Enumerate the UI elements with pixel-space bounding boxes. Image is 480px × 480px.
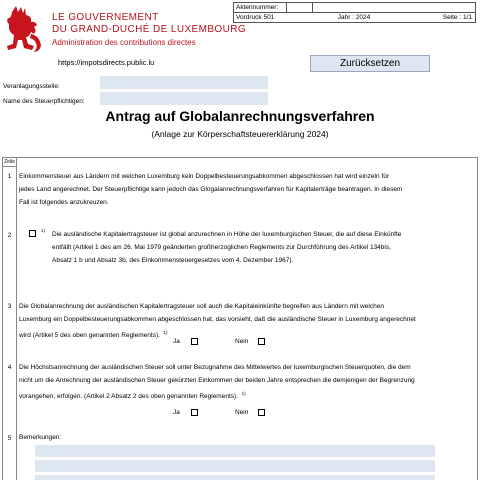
row-4-ja-checkbox[interactable] [191, 409, 198, 416]
lion-logo-icon [4, 4, 44, 56]
bemerkungen-field-3[interactable] [35, 475, 435, 480]
row-4-nein-label: Nein [235, 409, 249, 416]
row-3-line-1: Die Globalanrechnung der ausländischen Kapitalertragsteuer soll auch die Kapitaleinkünfte begreifen aus Ländern mit welchen [19, 303, 384, 310]
gov-line-2: DU GRAND-DUCHÉ DE LUXEMBOURG [52, 24, 246, 35]
zeile-column-divider [16, 157, 17, 480]
row-2-line-1: Die ausländische Kapitalertragsteuer ist global anzurechnen in Höhe der luxemburgischen Steuer, die auf diese Einkünfte [52, 231, 402, 238]
veranlagungsstelle-label: Veranlagungsstelle: [3, 83, 60, 90]
gov-line-3: Administration des contributions directes [52, 38, 196, 47]
row-3-line-2: Luxemburg ein Doppelbesteuerungsabkommen abgeschlossen hat, das vorsieht, daß die ausländische Steuer in Luxemburg angerechnet [19, 316, 416, 323]
row-3-number: 3 [7, 303, 12, 310]
row-2-line-2: entfällt (Artikel 1 des am 26. Mai 1979 geänderten großherzoglichen Reglements zur Durchführung des Artikel 134bis, [52, 244, 391, 251]
row-3-nein-checkbox[interactable] [258, 338, 265, 345]
aktennummer-label: Aktennummer: [234, 3, 287, 12]
url-text: https://impotsdirects.public.lu [58, 58, 155, 67]
row-4-line-2: nicht um die Anrechnung der ausländischen Steuer gekürzten Einkommen der beiden Jahre entsprechen die demjenigen der Begrenzung [19, 377, 415, 384]
row-2-text [52, 228, 401, 267]
row-4-line-1: Die Höchstsanrechnung der ausländischen Steuer soll unter Bezugnahme des Mittelwertes der luxemburgischen Steuerquoten, die dem [19, 364, 411, 371]
row-4-footnote: 1) [241, 391, 246, 396]
veranlagungsstelle-field[interactable] [100, 76, 268, 89]
row-3-ja-label: Ja [173, 338, 180, 345]
page-title: Antrag auf Globalanrechnungsverfahren [105, 108, 375, 124]
aktennummer-field[interactable] [287, 3, 313, 12]
row-2-footnote: 1) [41, 228, 46, 233]
row-1-text [19, 170, 402, 209]
row-2-checkbox[interactable] [29, 230, 36, 237]
row-5-number: 5 [7, 435, 12, 442]
row-3-footnote: 1) [163, 330, 168, 335]
row-1-line-3: Fall ist folgendes anzukreuzen. [19, 199, 109, 206]
steuerpflichtiger-field[interactable] [100, 92, 268, 105]
row-3-ja-checkbox[interactable] [191, 338, 198, 345]
seite-label: Seite : 1/1 [442, 14, 473, 21]
form-frame-top [2, 157, 478, 158]
vordruck-label: Vordruck 501 [236, 14, 275, 21]
row-1-number: 1 [7, 173, 12, 180]
row-2-number: 2 [7, 232, 12, 239]
form-frame-right [477, 157, 478, 480]
form-frame-left [2, 157, 3, 480]
row-1-line-1: Einkommensteuer aus Ländern mit welchen Luxemburg kein Doppelbesteuerungsabkommen abgeschlossen hat wird einzeln für [19, 173, 389, 180]
form-info-table [233, 2, 476, 23]
row-4-text [19, 361, 415, 403]
bemerkungen-field-1[interactable] [35, 445, 435, 457]
row-2-line-3: Absatz 1 b und Absatz 3b, des Einkommensteuergesetzes vom 4. Dezember 1967). [52, 257, 294, 264]
row-4-number: 4 [7, 364, 12, 371]
government-brand [52, 12, 246, 49]
row-1-line-2: jedes Land angerechnet. Der Steuerpflichtige kann jedoch das Glogalanrechnungsverfahren für Kapitalerträge beantragen. In diesem [19, 186, 403, 193]
row-4-nein-checkbox[interactable] [258, 409, 265, 416]
reset-button[interactable]: Zurücksetzen [310, 55, 430, 72]
zeile-header-divider [2, 166, 17, 167]
page-subtitle: (Anlage zur Körperschaftsteuererklärung 2024) [151, 129, 329, 139]
row-4-ja-label: Ja [173, 409, 180, 416]
zeile-header: Zeile [4, 159, 15, 165]
row-3-line-3: wird (Artikel 5 des oben genannten Reglements). [19, 332, 160, 340]
row-4-line-3: vorangehen, erfolgen. (Artikel 2 Absatz 2 des oben genannten Reglements). [19, 393, 238, 401]
row-3-nein-label: Nein [235, 338, 249, 345]
gov-line-1: LE GOUVERNEMENT [52, 12, 159, 23]
bemerkungen-label: Bemerkungen: [19, 434, 62, 441]
steuerpflichtiger-label: Name des Steuerpflichtigen: [3, 98, 85, 105]
bemerkungen-field-2[interactable] [35, 460, 435, 472]
row-3-text [19, 300, 416, 342]
jahr-label: Jahr : 2024 [337, 14, 371, 21]
